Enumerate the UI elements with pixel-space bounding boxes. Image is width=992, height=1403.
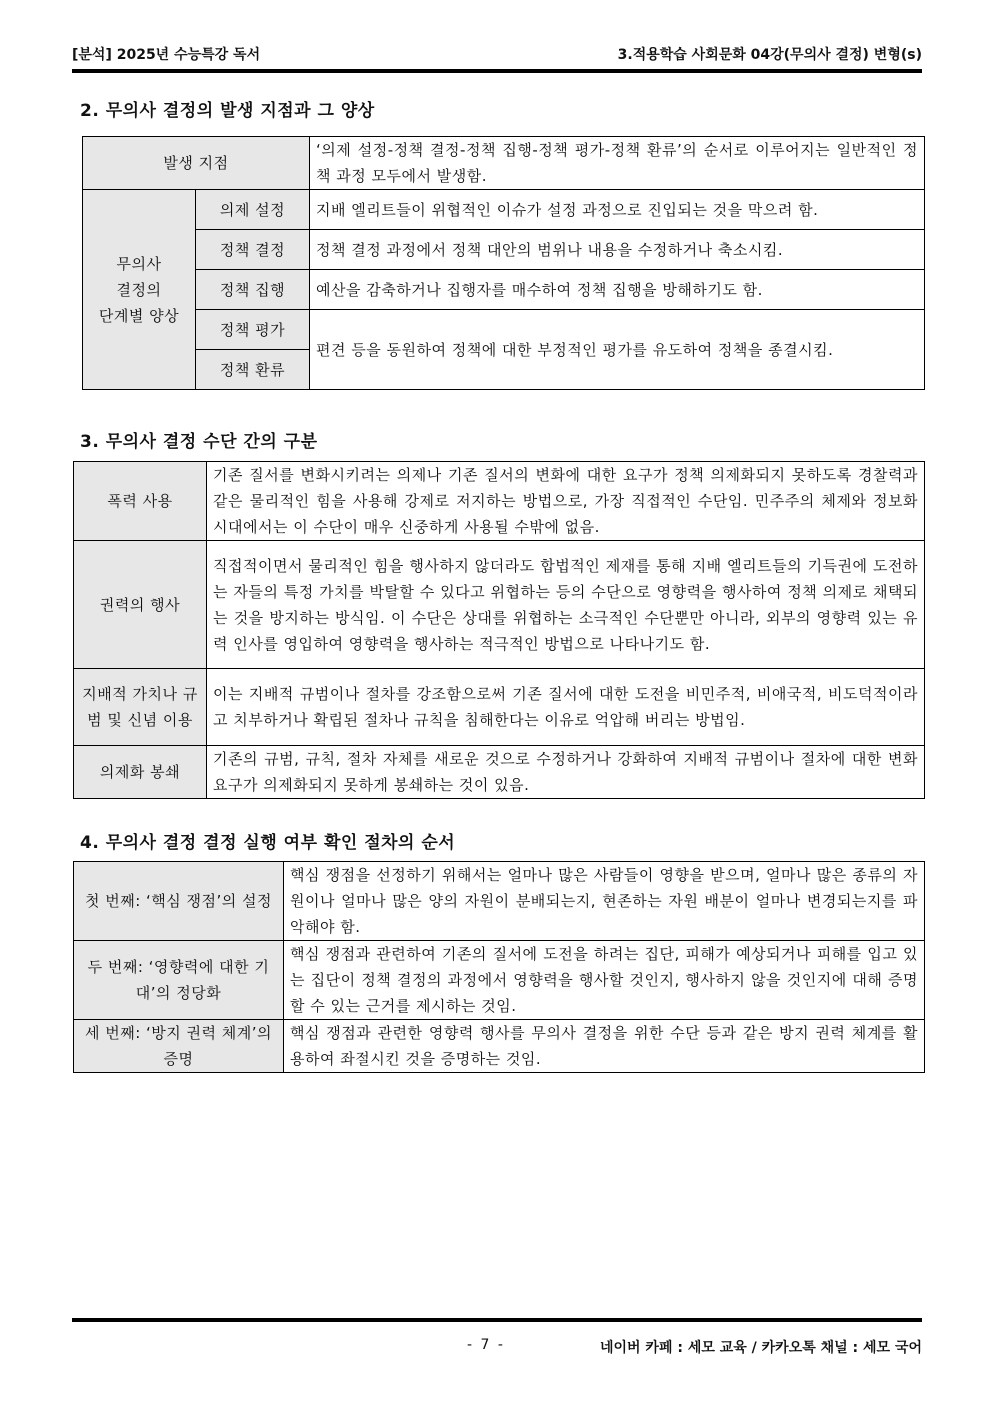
page-number: - 7 - [467, 1337, 505, 1353]
section-4-title: 4. 무의사 결정 결정 실행 여부 확인 절차의 순서 [80, 833, 456, 853]
row-text: 핵심 쟁점과 관련한 영향력 행사를 무의사 결정을 위한 수단 등과 같은 방지 권력 체계를 활용하여 좌절시킨 것을 증명하는 것임. [284, 1020, 925, 1073]
section-2-table [82, 136, 925, 390]
stage-label: 정책 환류 [196, 350, 310, 390]
footer-rule [72, 1318, 922, 1322]
table-row [74, 541, 925, 669]
stage-group-label-line: 결정의 [116, 280, 162, 299]
row-label: 의제화 봉쇄 [74, 746, 207, 799]
stage-label: 정책 평가 [196, 310, 310, 350]
section-3-title: 3. 무의사 결정 수단 간의 구분 [80, 432, 318, 452]
row-label: 권력의 행사 [74, 541, 207, 669]
row-text: 기존 질서를 변화시키려는 의제나 기존 질서의 변화에 대한 요구가 정책 의제화되지 못하도록 경찰력과 같은 물리적인 힘을 사용해 강제로 저지하는 방법으로, 가장 직접적인 수단임. 민주주의 체제와 정보화 시대에서는 이 수단이 매우 신중하게 사용될 수밖에 없음. [207, 462, 925, 541]
table-row [74, 669, 925, 746]
table-row [74, 462, 925, 541]
table-row [74, 862, 925, 941]
row-text: 핵심 쟁점과 관련하여 기존의 질서에 도전을 하려는 집단, 피해가 예상되거나 피해를 입고 있는 집단이 정책 결정의 과정에서 영향력을 행사할 것인지, 행사하지 않을 것인지에 대해 증명할 수 있는 근거를 제시하는 것임. [284, 941, 925, 1020]
table-row [74, 1020, 925, 1073]
stage-label: 정책 집행 [196, 270, 310, 310]
row-label: 지배적 가치나 규범 및 신념 이용 [74, 669, 207, 746]
stage-group-label-line: 단계별 양상 [98, 306, 180, 325]
stage-text: 예산을 감축하거나 집행자를 매수하여 정책 집행을 방해하기도 함. [310, 270, 925, 310]
stage-text: 지배 엘리트들이 위협적인 이슈가 설정 과정으로 진입되는 것을 막으려 함. [310, 190, 925, 230]
header-rule [72, 69, 922, 73]
stage-label: 정책 결정 [196, 230, 310, 270]
row-text: 기존의 규범, 규칙, 절차 자체를 새로운 것으로 수정하거나 강화하여 지배적 규범이나 절차에 대한 변화 요구가 의제화되지 못하게 봉쇄하는 것이 있음. [207, 746, 925, 799]
table-row [74, 941, 925, 1020]
stage-group-label-line: 무의사 [116, 254, 162, 273]
occurrence-text: ‘의제 설정-정책 결정-정책 집행-정책 평가-정책 환류’의 순서로 이루어지는 일반적인 정책 과정 모두에서 발생함. [310, 137, 925, 190]
row-label: 폭력 사용 [74, 462, 207, 541]
section-3-table [73, 461, 925, 799]
header-right-title: 3.적용학습 사회문화 04강(무의사 결정) 변형(s) [617, 47, 922, 63]
section-2-title: 2. 무의사 결정의 발생 지점과 그 양상 [80, 101, 375, 121]
section-4-table [73, 861, 925, 1073]
row-label: 세 번째: ‘방지 권력 체계’의 증명 [74, 1020, 284, 1073]
stage-row [83, 310, 925, 350]
occurrence-row [83, 137, 925, 190]
stage-text: 정책 결정 과정에서 정책 대안의 범위나 내용을 수정하거나 축소시킴. [310, 230, 925, 270]
row-text: 핵심 쟁점을 선정하기 위해서는 얼마나 많은 사람들이 영향을 받으며, 얼마나 많은 종류의 자원이나 얼마나 많은 양의 자원이 분배되는지, 현존하는 자원 배분이 얼마나 변경되는지를 파악해야 함. [284, 862, 925, 941]
row-text: 직접적이면서 물리적인 힘을 행사하지 않더라도 합법적인 제재를 통해 지배 엘리트들의 기득권에 도전하는 자들의 특정 가치를 박탈할 수 있다고 위협하는 등의 수단으로 영향력을 행사하여 정책 의제로 채택되는 것을 방지하는 방식임. 이 수단은 상대를 위협하는 소극적인 수단뿐만 아니라, 외부의 영향력 있는 유력 인사를 영입하여 영향력을 행사하는 적극적인 방법으로 나타나기도 함. [207, 541, 925, 669]
stage-group-label [83, 190, 196, 390]
stage-row [83, 230, 925, 270]
occurrence-label: 발생 지점 [83, 137, 310, 190]
stage-row [83, 270, 925, 310]
row-text: 이는 지배적 규범이나 절차를 강조함으로써 기존 질서에 대한 도전을 비민주적, 비애국적, 비도덕적이라고 치부하거나 확립된 절차나 규칙을 침해한다는 이유로 억압해 버리는 방법임. [207, 669, 925, 746]
stage-row [83, 190, 925, 230]
stage-text: 편견 등을 동원하여 정책에 대한 부정적인 평가를 유도하여 정책을 종결시킴. [310, 310, 925, 390]
stage-label: 의제 설정 [196, 190, 310, 230]
row-label: 두 번째: ‘영향력에 대한 기대’의 정당화 [74, 941, 284, 1020]
header-left-title: [분석] 2025년 수능특강 독서 [72, 47, 261, 63]
table-row [74, 746, 925, 799]
page-footer [72, 1337, 922, 1359]
footer-contact: 네이버 카페 : 세모 교육 / 카카오톡 채널 : 세모 국어 [599, 1340, 922, 1356]
row-label: 첫 번째: ‘핵심 쟁점’의 설정 [74, 862, 284, 941]
page-header [72, 44, 922, 66]
